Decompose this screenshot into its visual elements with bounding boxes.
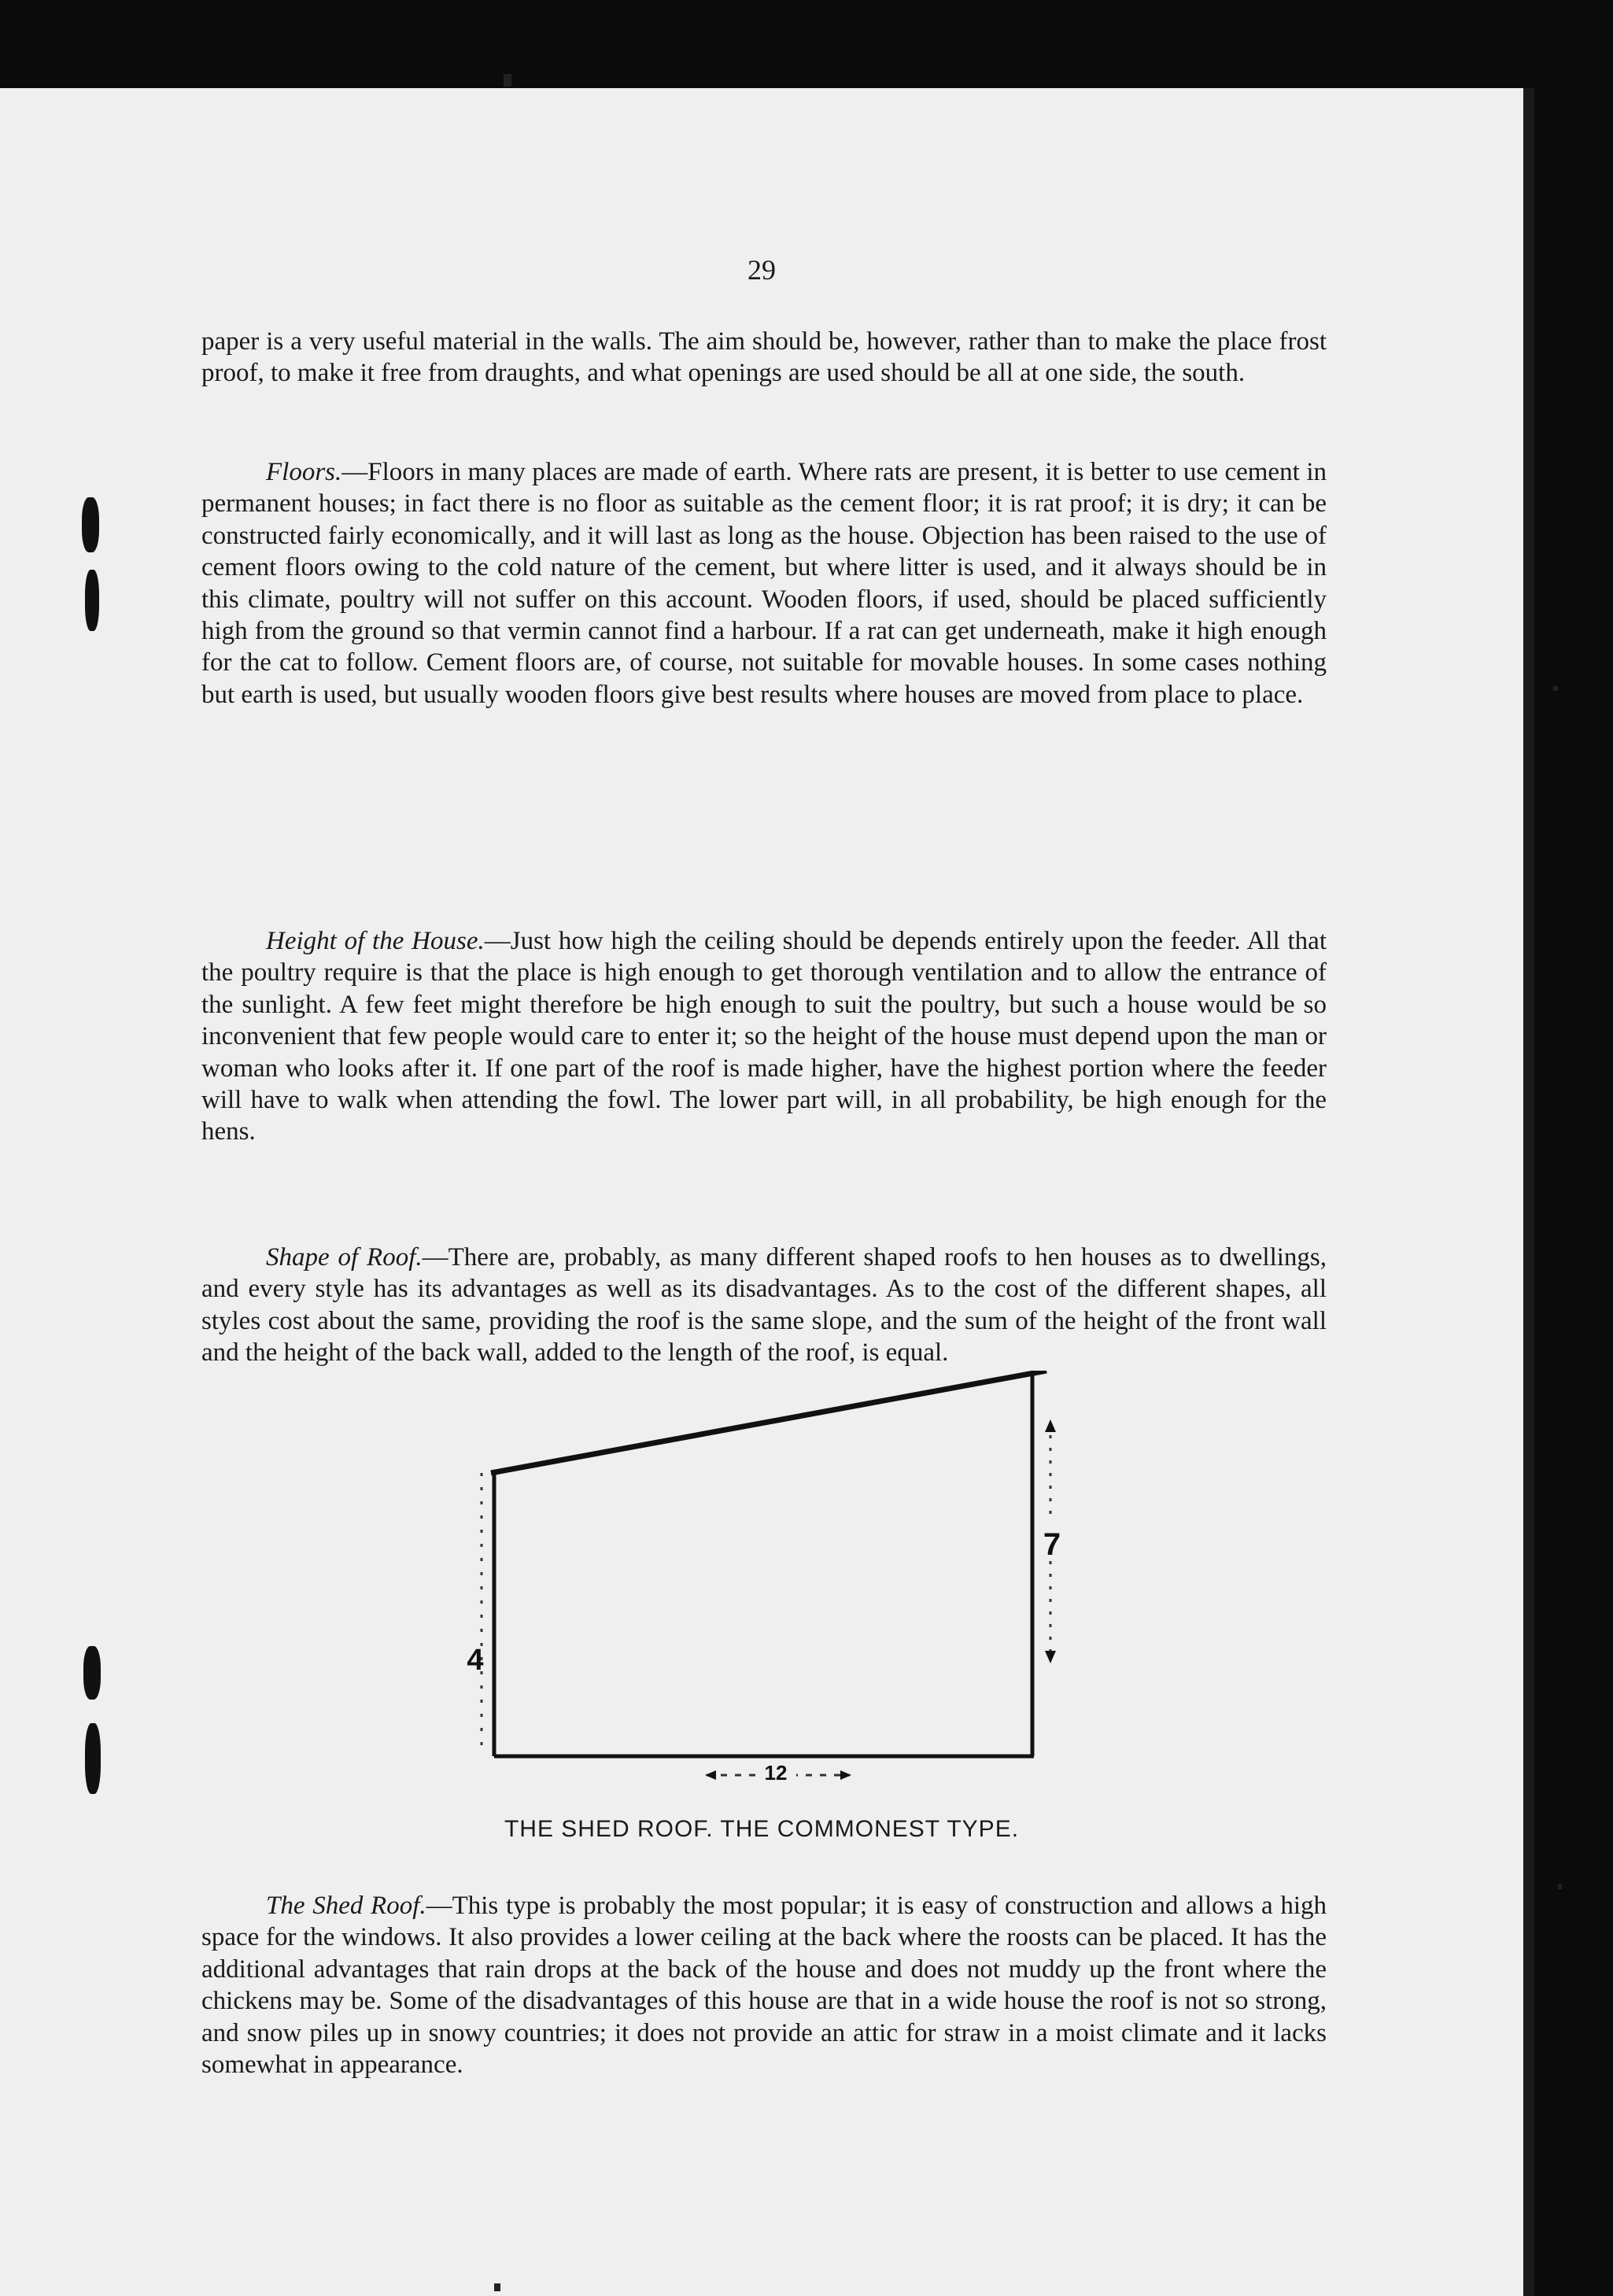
- scan-speck: [494, 2283, 500, 2291]
- floors-text: —Floors in many places are made of earth. Where rats are present, it is better to use cement in permanent houses; in fact there is no floor as suitable as the cement floor; it is rat proof; it is dry; it can be constructed fairly economically, and it will last as long as the house. Objection has been raised to the use of cement floors owing to the cold nature of the cement, but where litter is used, and it always should be in this climate, poultry will not suffer on this account. Wooden floors, if used, should be placed sufficiently high from the ground so that vermin cannot find a harbour. If a rat can get underneath, make it high enough for the cat to follow. Cement floors are, of course, not suitable for movable houses. In some cases nothing but earth is used, but usually wooden floors give best results where houses are moved from place to place.: [201, 458, 1327, 709]
- binding-mark: [83, 1646, 101, 1700]
- back-wall-label: 7: [1043, 1527, 1061, 1562]
- scan-speck: [504, 74, 511, 87]
- intro-paragraph: [201, 326, 1327, 389]
- height-heading: Height of the House.: [266, 927, 485, 955]
- length-label: 12: [764, 1761, 788, 1780]
- shed-roof-diagram: [441, 1371, 1070, 1780]
- shed-roof-heading: The Shed Roof.: [266, 1892, 426, 1920]
- shed-roof-text: —This type is probably the most popular; it is easy of construction and allows a high space for the windows. It also provides a lower ceiling at the back where the roosts can be placed. It has the additional advantages that rain drops at the back of the house and does not muddy up the front where the chickens may be. Some of the disadvantages of this house are that in a wide house the roof is not so strong, and snow piles up in snowy countries; it does not provide an attic for straw in a moist climate and it lacks somewhat in appearance.: [201, 1892, 1327, 2080]
- shape-heading: Shape of Roof.: [266, 1243, 423, 1272]
- back-dimension-arrow-down: [1045, 1651, 1056, 1663]
- intro-text: paper is a very useful material in the walls. The aim should be, however, rather than to make the place frost proof, to make it free from draughts, and what openings are used should be all at one side, the south.: [201, 327, 1327, 388]
- page-number: 29: [747, 254, 776, 286]
- length-dimension-arrow-left: [705, 1770, 716, 1780]
- scanned-page: [0, 88, 1534, 2296]
- scan-speck: [1553, 686, 1558, 691]
- front-wall-label: 4: [467, 1644, 484, 1677]
- figure-caption: THE SHED ROOF. THE COMMONEST TYPE.: [504, 1816, 1020, 1842]
- binding-mark: [85, 570, 99, 631]
- back-dimension-arrow-up: [1045, 1419, 1056, 1432]
- binding-mark: [85, 1723, 101, 1794]
- length-dimension-arrow-right: [840, 1770, 851, 1780]
- roof-line: [491, 1371, 1046, 1473]
- shape-paragraph: [201, 1242, 1327, 1369]
- floors-paragraph: [201, 456, 1327, 711]
- floors-heading: Floors.: [266, 458, 342, 486]
- scan-speck: [1558, 1884, 1562, 1889]
- height-paragraph: [201, 925, 1327, 1148]
- binding-mark: [82, 497, 99, 552]
- shape-text: —There are, probably, as many different shaped roofs to hen houses as to dwellings, and every style has its advantages as well as its disadvantages. As to the cost of the different shapes, all styles cost about the same, providing the roof is the same slope, and the sum of the height of the front wall and the height of the back wall, added to the length of the roof, is equal.: [201, 1243, 1327, 1368]
- height-text: —Just how high the ceiling should be depends entirely upon the feeder. All that the poultry require is that the place is high enough to get thorough ventilation and to allow the entrance of the sunlight. A few feet might therefore be high enough to suit the poultry, but such a house would be so inconvenient that few people would care to enter it; so the height of the house must depend upon the man or woman who looks after it. If one part of the roof is made higher, have the highest portion where the feeder will have to walk when attending the fowl. The lower part will, in all probability, be high enough for the hens.: [201, 927, 1327, 1146]
- shed-roof-paragraph: [201, 1890, 1327, 2080]
